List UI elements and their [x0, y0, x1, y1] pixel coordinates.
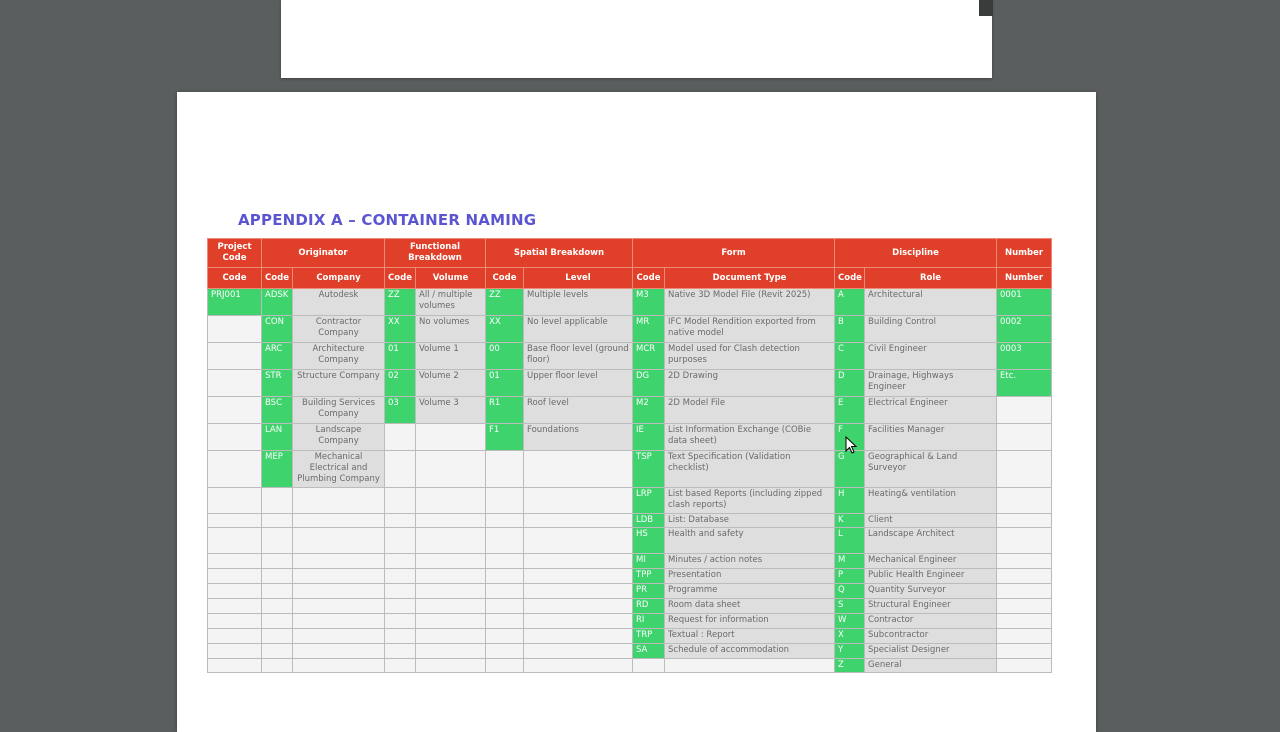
cell-func-code — [385, 659, 416, 673]
cell-project — [208, 514, 262, 528]
cell-number — [997, 614, 1052, 629]
col-form-code: Code — [633, 268, 665, 289]
cell-spat-code — [486, 569, 524, 584]
cell-func-volume — [416, 599, 486, 614]
table-row — [208, 554, 1052, 569]
cell-form-code: TPP — [633, 569, 665, 584]
cell-number: 0002 — [997, 316, 1052, 343]
cell-spat-level — [524, 528, 633, 554]
cell-disc-code: W — [835, 614, 865, 629]
cell-number: 0001 — [997, 289, 1052, 316]
cell-project — [208, 316, 262, 343]
cell-disc-role: Landscape Architect — [865, 528, 997, 554]
cell-project — [208, 554, 262, 569]
cell-func-volume — [416, 569, 486, 584]
col-spat-code: Code — [486, 268, 524, 289]
appendix-title: APPENDIX A – CONTAINER NAMING — [238, 211, 537, 229]
cell-disc-code: P — [835, 569, 865, 584]
cell-orig-code — [262, 584, 293, 599]
cell-func-volume — [416, 488, 486, 514]
table-row — [208, 528, 1052, 554]
cell-func-code — [385, 528, 416, 554]
cell-disc-role: Facilities Manager — [865, 424, 997, 451]
cell-form-code: MI — [633, 554, 665, 569]
cell-func-code: ZZ — [385, 289, 416, 316]
table-row — [208, 316, 1052, 343]
cell-spat-level — [524, 514, 633, 528]
table-row — [208, 451, 1052, 488]
cell-orig-code — [262, 554, 293, 569]
cell-orig-code: LAN — [262, 424, 293, 451]
cell-project — [208, 584, 262, 599]
cell-form-code: RD — [633, 599, 665, 614]
cell-form-code: MCR — [633, 343, 665, 370]
cell-spat-level — [524, 569, 633, 584]
cell-func-code — [385, 514, 416, 528]
cell-spat-code — [486, 514, 524, 528]
table-row — [208, 659, 1052, 673]
cell-disc-code: Q — [835, 584, 865, 599]
cell-form-type: Room data sheet — [665, 599, 835, 614]
cell-func-code — [385, 488, 416, 514]
cell-spat-level — [524, 599, 633, 614]
cell-number — [997, 554, 1052, 569]
cell-orig-company — [293, 599, 385, 614]
cell-number — [997, 424, 1052, 451]
cell-orig-code — [262, 599, 293, 614]
cell-spat-code — [486, 451, 524, 488]
cell-spat-code: F1 — [486, 424, 524, 451]
cell-disc-role: Geographical & Land Surveyor — [865, 451, 997, 488]
cell-orig-code — [262, 569, 293, 584]
cell-func-code: 01 — [385, 343, 416, 370]
table-row — [208, 584, 1052, 599]
cell-func-volume — [416, 554, 486, 569]
cell-func-code: XX — [385, 316, 416, 343]
cell-func-code — [385, 424, 416, 451]
cell-orig-company: Architecture Company — [293, 343, 385, 370]
cell-form-type: Native 3D Model File (Revit 2025) — [665, 289, 835, 316]
cell-func-volume — [416, 514, 486, 528]
cell-project: PRJ001 — [208, 289, 262, 316]
cell-spat-level: Upper floor level — [524, 370, 633, 397]
col-func-code: Code — [385, 268, 416, 289]
cell-project — [208, 644, 262, 659]
cell-func-code: 02 — [385, 370, 416, 397]
cell-spat-code: ZZ — [486, 289, 524, 316]
cell-disc-code: H — [835, 488, 865, 514]
cell-spat-level — [524, 554, 633, 569]
cell-spat-code — [486, 488, 524, 514]
col-spat-level: Level — [524, 268, 633, 289]
cell-orig-code: MEP — [262, 451, 293, 488]
cell-form-type: Minutes / action notes — [665, 554, 835, 569]
cell-form-type: Textual : Report — [665, 629, 835, 644]
col-disc-code: Code — [835, 268, 865, 289]
cell-form-type: Request for information — [665, 614, 835, 629]
cell-func-code — [385, 584, 416, 599]
cell-orig-company — [293, 644, 385, 659]
cell-disc-code: B — [835, 316, 865, 343]
cell-disc-role: Public Health Engineer — [865, 569, 997, 584]
cell-disc-role: Architectural — [865, 289, 997, 316]
cell-disc-code: A — [835, 289, 865, 316]
col-orig-code: Code — [262, 268, 293, 289]
cell-spat-level — [524, 451, 633, 488]
cell-form-type: IFC Model Rendition exported from native model — [665, 316, 835, 343]
cell-project — [208, 343, 262, 370]
cell-project — [208, 599, 262, 614]
cell-disc-role: Building Control — [865, 316, 997, 343]
table-row — [208, 644, 1052, 659]
cell-project — [208, 488, 262, 514]
cell-spat-level — [524, 644, 633, 659]
cell-func-volume — [416, 659, 486, 673]
page-edge-marker — [979, 0, 993, 16]
cell-func-volume — [416, 629, 486, 644]
cell-spat-code — [486, 614, 524, 629]
cell-number — [997, 659, 1052, 673]
cell-form-type: List based Reports (including zipped clash reports) — [665, 488, 835, 514]
cell-form-type: List: Database — [665, 514, 835, 528]
cell-number — [997, 488, 1052, 514]
cell-disc-code: S — [835, 599, 865, 614]
cell-number — [997, 584, 1052, 599]
cell-spat-code: XX — [486, 316, 524, 343]
cell-disc-role: Heating& ventilation — [865, 488, 997, 514]
cell-form-code: LDB — [633, 514, 665, 528]
cell-form-code: DG — [633, 370, 665, 397]
cell-spat-level: Foundations — [524, 424, 633, 451]
cell-orig-company — [293, 488, 385, 514]
cell-disc-code: L — [835, 528, 865, 554]
cell-disc-code: F — [835, 424, 865, 451]
cell-orig-company — [293, 554, 385, 569]
cell-func-code — [385, 554, 416, 569]
group-functional: Functional Breakdown — [385, 239, 486, 268]
group-project: Project Code — [208, 239, 262, 268]
cell-disc-role: Electrical Engineer — [865, 397, 997, 424]
cell-orig-company: Structure Company — [293, 370, 385, 397]
cell-disc-code: C — [835, 343, 865, 370]
cell-project — [208, 424, 262, 451]
cell-orig-code — [262, 528, 293, 554]
cell-orig-company — [293, 659, 385, 673]
cell-disc-role: General — [865, 659, 997, 673]
cell-number — [997, 599, 1052, 614]
mouse-pointer-icon — [845, 436, 857, 454]
cell-spat-level — [524, 488, 633, 514]
cell-form-type: Schedule of accommodation — [665, 644, 835, 659]
cell-number: Etc. — [997, 370, 1052, 397]
table-row — [208, 488, 1052, 514]
cell-func-code: 03 — [385, 397, 416, 424]
group-number: Number — [997, 239, 1052, 268]
table-row — [208, 569, 1052, 584]
col-orig-company: Company — [293, 268, 385, 289]
table-row — [208, 629, 1052, 644]
cell-disc-code: M — [835, 554, 865, 569]
cell-form-code: RI — [633, 614, 665, 629]
cell-orig-code — [262, 659, 293, 673]
cell-form-type: 2D Model File — [665, 397, 835, 424]
cell-disc-code: D — [835, 370, 865, 397]
cell-form-type: 2D Drawing — [665, 370, 835, 397]
cell-project — [208, 370, 262, 397]
column-header-row — [208, 268, 1052, 289]
col-project-code: Code — [208, 268, 262, 289]
cell-spat-code — [486, 584, 524, 599]
table-row — [208, 397, 1052, 424]
cell-func-code — [385, 644, 416, 659]
table-row — [208, 343, 1052, 370]
cell-func-volume — [416, 644, 486, 659]
col-disc-role: Role — [865, 268, 997, 289]
cell-form-type: Health and safety — [665, 528, 835, 554]
cell-orig-company: Landscape Company — [293, 424, 385, 451]
cell-form-code: IE — [633, 424, 665, 451]
cell-disc-role: Contractor — [865, 614, 997, 629]
cell-orig-code: STR — [262, 370, 293, 397]
container-naming-table — [207, 238, 1052, 673]
cell-number — [997, 528, 1052, 554]
table-row — [208, 289, 1052, 316]
cell-number — [997, 569, 1052, 584]
cell-form-code: M2 — [633, 397, 665, 424]
cell-spat-level — [524, 614, 633, 629]
previous-page — [281, 0, 992, 78]
col-form-type: Document Type — [665, 268, 835, 289]
cell-disc-role: Quantity Surveyor — [865, 584, 997, 599]
cell-orig-company — [293, 584, 385, 599]
cell-number — [997, 514, 1052, 528]
cell-disc-role: Structural Engineer — [865, 599, 997, 614]
cell-spat-code — [486, 528, 524, 554]
cell-form-type: List Information Exchange (COBie data sheet) — [665, 424, 835, 451]
cell-func-code — [385, 569, 416, 584]
cell-disc-role: Mechanical Engineer — [865, 554, 997, 569]
cell-func-code — [385, 599, 416, 614]
cell-disc-code: E — [835, 397, 865, 424]
cell-func-volume: Volume 2 — [416, 370, 486, 397]
col-number: Number — [997, 268, 1052, 289]
cell-spat-code — [486, 554, 524, 569]
cell-orig-company: Building Services Company — [293, 397, 385, 424]
cell-spat-level: No level applicable — [524, 316, 633, 343]
cell-func-code — [385, 451, 416, 488]
cell-form-code: HS — [633, 528, 665, 554]
table-row — [208, 614, 1052, 629]
cell-orig-company — [293, 629, 385, 644]
cell-form-type: Programme — [665, 584, 835, 599]
cell-disc-code: X — [835, 629, 865, 644]
cell-func-volume — [416, 584, 486, 599]
cell-number — [997, 629, 1052, 644]
cell-project — [208, 397, 262, 424]
group-spatial: Spatial Breakdown — [486, 239, 633, 268]
cell-form-type: Presentation — [665, 569, 835, 584]
cell-form-type — [665, 659, 835, 673]
cell-orig-company: Contractor Company — [293, 316, 385, 343]
cell-project — [208, 614, 262, 629]
cell-number — [997, 397, 1052, 424]
cell-disc-role: Specialist Designer — [865, 644, 997, 659]
cell-form-code: PR — [633, 584, 665, 599]
group-header-row — [208, 239, 1052, 268]
group-form: Form — [633, 239, 835, 268]
cell-orig-code — [262, 629, 293, 644]
cell-orig-company — [293, 528, 385, 554]
cell-spat-level: Multiple levels — [524, 289, 633, 316]
cell-spat-code: R1 — [486, 397, 524, 424]
cell-form-code: M3 — [633, 289, 665, 316]
cell-orig-code — [262, 614, 293, 629]
cell-func-volume — [416, 424, 486, 451]
cell-func-volume — [416, 614, 486, 629]
cell-project — [208, 659, 262, 673]
cell-disc-role: Client — [865, 514, 997, 528]
cell-disc-role: Subcontractor — [865, 629, 997, 644]
cell-spat-code — [486, 659, 524, 673]
cell-form-code: TRP — [633, 629, 665, 644]
table-row — [208, 424, 1052, 451]
cell-form-type: Model used for Clash detection purposes — [665, 343, 835, 370]
cell-spat-level — [524, 629, 633, 644]
cell-form-code: MR — [633, 316, 665, 343]
cell-func-code — [385, 614, 416, 629]
cell-spat-level: Base floor level (ground floor) — [524, 343, 633, 370]
cell-orig-code — [262, 644, 293, 659]
group-discipline: Discipline — [835, 239, 997, 268]
group-originator: Originator — [262, 239, 385, 268]
cell-spat-code: 01 — [486, 370, 524, 397]
cell-orig-code: CON — [262, 316, 293, 343]
cell-func-code — [385, 629, 416, 644]
cell-orig-code: ADSK — [262, 289, 293, 316]
cell-form-code: LRP — [633, 488, 665, 514]
cell-project — [208, 528, 262, 554]
cell-orig-company: Autodesk — [293, 289, 385, 316]
cell-form-code — [633, 659, 665, 673]
cell-func-volume: All / multiple volumes — [416, 289, 486, 316]
cell-number — [997, 644, 1052, 659]
cell-spat-code — [486, 629, 524, 644]
cell-form-type: Text Specification (Validation checklist) — [665, 451, 835, 488]
cell-disc-code: Y — [835, 644, 865, 659]
cell-func-volume: Volume 1 — [416, 343, 486, 370]
cell-func-volume: Volume 3 — [416, 397, 486, 424]
table-row — [208, 370, 1052, 397]
cell-project — [208, 569, 262, 584]
cell-orig-code: BSC — [262, 397, 293, 424]
cell-form-code: SA — [633, 644, 665, 659]
cell-number: 0003 — [997, 343, 1052, 370]
cell-project — [208, 629, 262, 644]
cell-project — [208, 451, 262, 488]
cell-spat-level — [524, 659, 633, 673]
cell-spat-level — [524, 584, 633, 599]
table-row — [208, 599, 1052, 614]
cell-disc-code: Z — [835, 659, 865, 673]
cell-orig-company — [293, 569, 385, 584]
cell-orig-company: Mechanical Electrical and Plumbing Company — [293, 451, 385, 488]
col-func-volume: Volume — [416, 268, 486, 289]
cell-number — [997, 451, 1052, 488]
cell-orig-code — [262, 488, 293, 514]
cell-spat-code — [486, 644, 524, 659]
cell-spat-code — [486, 599, 524, 614]
cell-disc-role: Civil Engineer — [865, 343, 997, 370]
cell-func-volume: No volumes — [416, 316, 486, 343]
cell-spat-code: 00 — [486, 343, 524, 370]
cell-disc-code: K — [835, 514, 865, 528]
cell-func-volume — [416, 528, 486, 554]
cell-orig-code — [262, 514, 293, 528]
cell-disc-role: Drainage, Highways Engineer — [865, 370, 997, 397]
cell-disc-code: G — [835, 451, 865, 488]
cell-orig-company — [293, 614, 385, 629]
table-row — [208, 514, 1052, 528]
cell-orig-code: ARC — [262, 343, 293, 370]
cell-spat-level: Roof level — [524, 397, 633, 424]
cell-func-volume — [416, 451, 486, 488]
cell-orig-company — [293, 514, 385, 528]
cell-form-code: TSP — [633, 451, 665, 488]
